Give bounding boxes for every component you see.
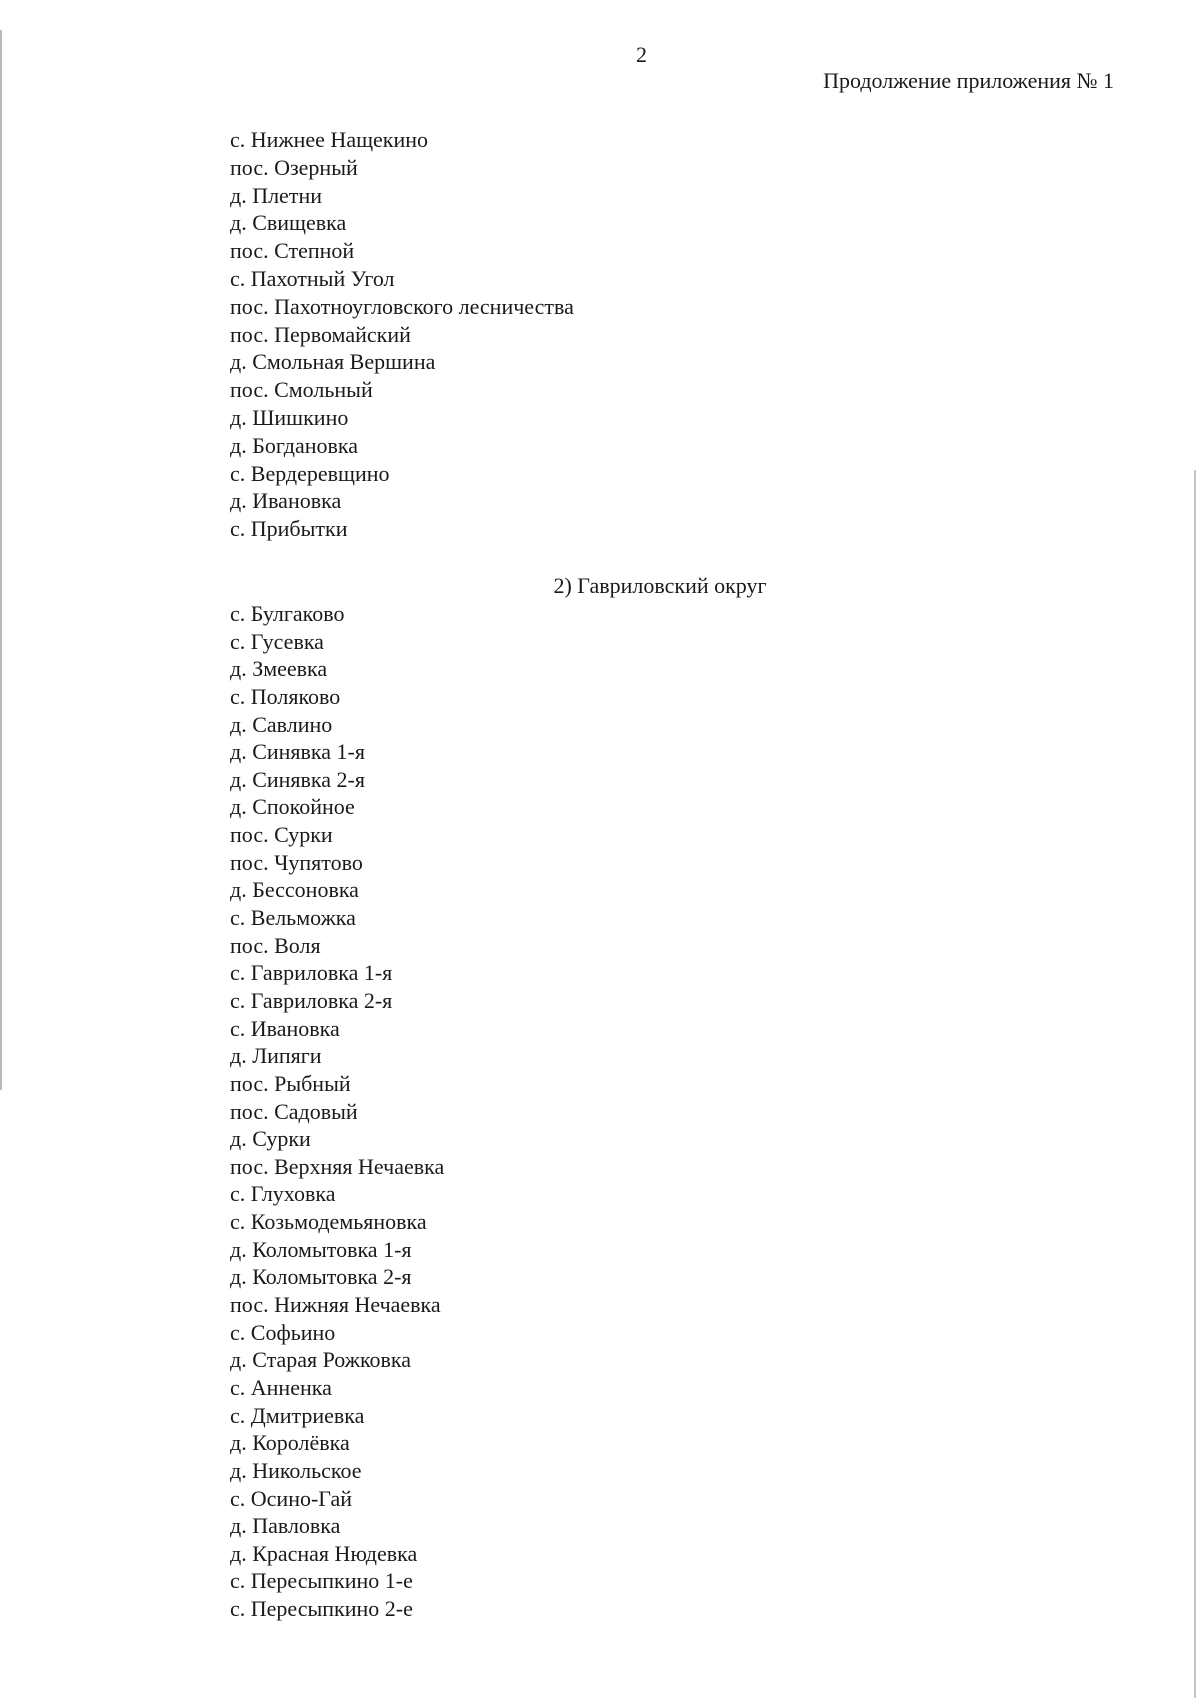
- settlement-list-item: д. Синявка 1-я: [230, 739, 365, 765]
- settlement-list-item: пос. Сурки: [230, 822, 333, 848]
- appendix-continuation-note: Продолжение приложения № 1: [823, 68, 1114, 93]
- settlement-list-item: с. Поляково: [230, 683, 341, 709]
- settlement-list-item: д. Синявка 2-я: [230, 766, 365, 792]
- settlement-list-item: д. Липяги: [230, 1043, 322, 1069]
- settlement-list-item: с. Гавриловка 1-я: [230, 960, 393, 986]
- settlement-list-item: с. Пересыпкино 1-е: [230, 1568, 413, 1594]
- scan-edge-right: [1194, 470, 1196, 1698]
- settlement-list-item: с. Пахотный Угол: [230, 265, 395, 291]
- settlement-list-item: д. Старая Рожковка: [230, 1347, 412, 1373]
- settlement-list-item: с. Осино-Гай: [230, 1485, 352, 1511]
- settlement-list-item: д. Свищевка: [230, 210, 347, 236]
- settlement-list-item: д. Бессоновка: [230, 877, 359, 903]
- settlement-list-item: с. Дмитриевка: [230, 1402, 365, 1428]
- scan-edge-left: [0, 30, 2, 1090]
- settlement-list-gavrilovsky: [230, 600, 444, 1623]
- page-number: 2: [636, 42, 647, 67]
- settlement-list-item: д. Шишкино: [230, 404, 349, 430]
- settlement-list-item: д. Ивановка: [230, 488, 342, 514]
- settlement-list-item: д. Красная Нюдевка: [230, 1540, 418, 1566]
- settlement-list-item: с. Гусевка: [230, 628, 324, 654]
- settlement-list-item: с. Анненка: [230, 1374, 332, 1400]
- settlement-list-item: пос. Первомайский: [230, 321, 411, 347]
- settlement-list-item: д. Савлино: [230, 711, 333, 737]
- settlement-list-1: [230, 126, 574, 543]
- settlement-list-item: д. Павловка: [230, 1513, 341, 1539]
- settlement-list-item: пос. Воля: [230, 932, 321, 958]
- settlement-list-item: д. Богдановка: [230, 432, 358, 458]
- settlement-list-item: с. Нижнее Нащекино: [230, 127, 429, 152]
- settlement-list-item: с. Прибытки: [230, 516, 348, 542]
- settlement-list-item: с. Ивановка: [230, 1015, 340, 1041]
- settlement-list-item: пос. Нижняя Нечаевка: [230, 1292, 441, 1318]
- settlement-list-item: д. Коломытовка 2-я: [230, 1264, 412, 1290]
- settlement-list-item: пос. Садовый: [230, 1098, 358, 1124]
- settlement-list-item: пос. Озерный: [230, 154, 358, 180]
- settlement-list-item: с. Вельможка: [230, 905, 356, 931]
- settlement-list-item: пос. Смольный: [230, 377, 373, 403]
- settlement-list-item: д. Королёвка: [230, 1430, 350, 1456]
- settlement-list-item: д. Смольная Вершина: [230, 349, 436, 375]
- settlement-list-item: с. Булгаково: [230, 601, 345, 626]
- settlement-list-item: с. Козьмодемьяновка: [230, 1209, 427, 1235]
- settlement-list-item: с. Гавриловка 2-я: [230, 987, 393, 1013]
- settlement-list-item: д. Никольское: [230, 1457, 362, 1483]
- settlement-list-item: с. Вердеревщино: [230, 460, 390, 486]
- settlement-list-item: д. Плетни: [230, 182, 322, 208]
- settlement-list-item: пос. Чупятово: [230, 849, 363, 875]
- settlement-list-item: пос. Верхняя Нечаевка: [230, 1153, 445, 1179]
- section-heading-gavrilovsky: 2) Гавриловский округ: [553, 573, 767, 598]
- settlement-list-item: д. Спокойное: [230, 794, 355, 820]
- settlement-list-item: с. Софьино: [230, 1319, 336, 1345]
- settlement-list-item: с. Глуховка: [230, 1181, 336, 1207]
- settlement-list-item: д. Коломытовка 1-я: [230, 1236, 412, 1262]
- settlement-list-item: пос. Пахотноугловского лесничества: [230, 293, 574, 319]
- settlement-list-item: пос. Рыбный: [230, 1070, 351, 1096]
- settlement-list-item: с. Пересыпкино 2-е: [230, 1596, 413, 1622]
- settlement-list-item: д. Сурки: [230, 1126, 311, 1152]
- settlement-list-item: д. Змеевка: [230, 656, 328, 682]
- settlement-list-item: пос. Степной: [230, 238, 355, 264]
